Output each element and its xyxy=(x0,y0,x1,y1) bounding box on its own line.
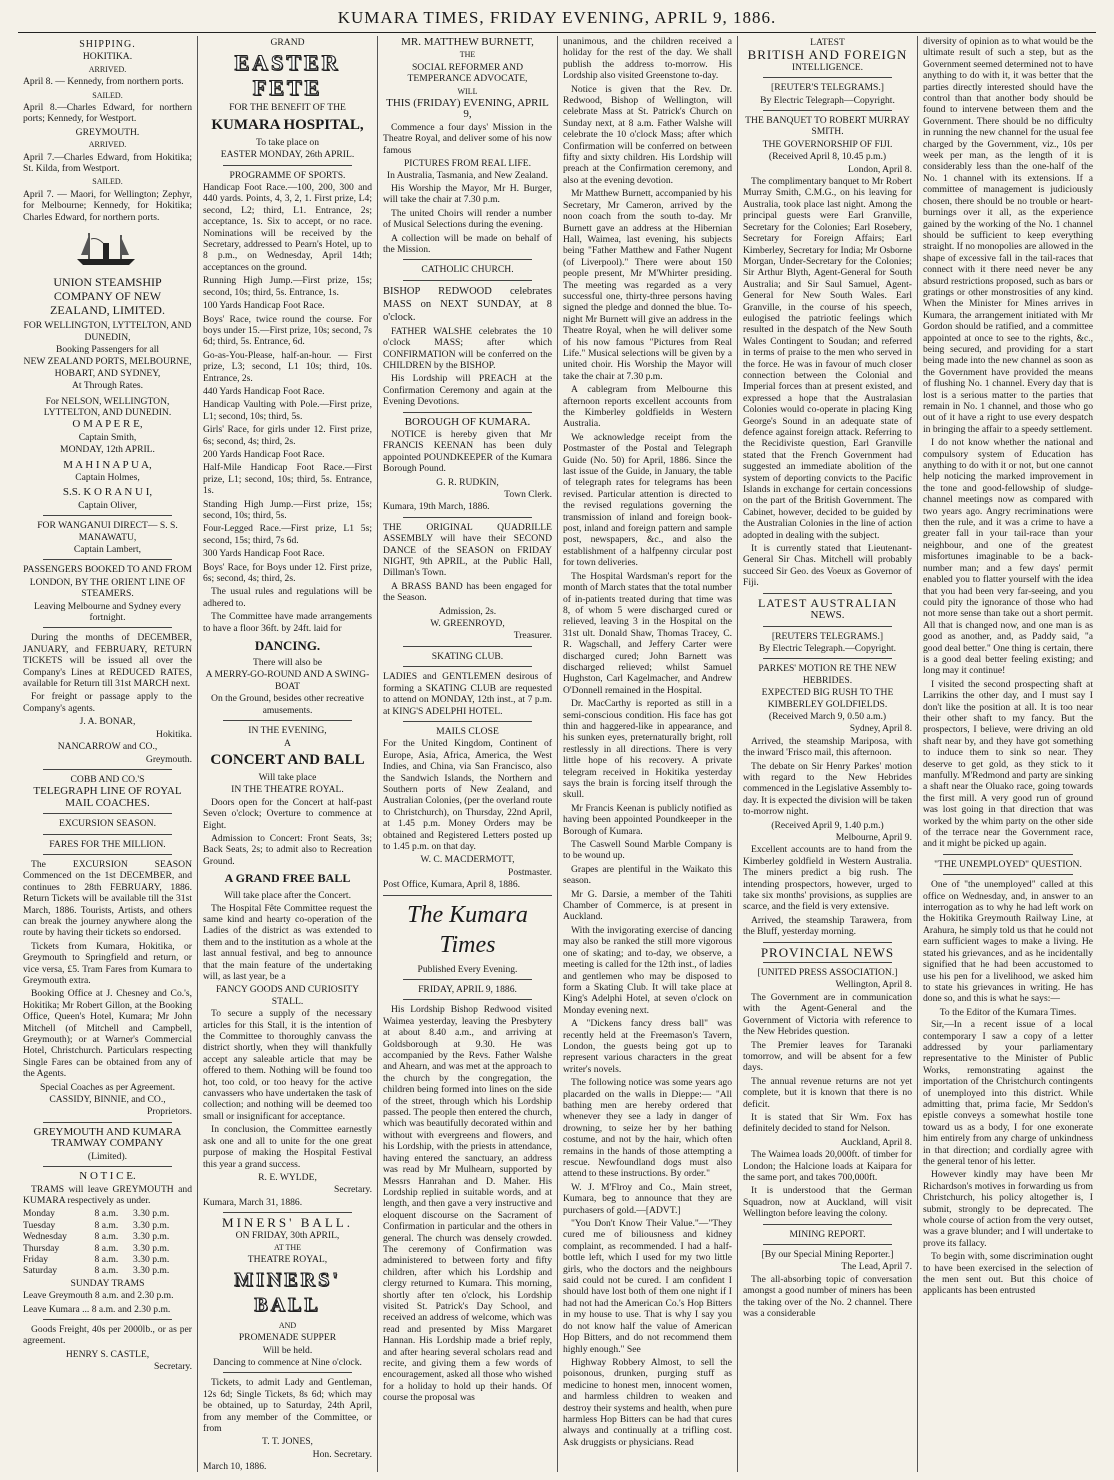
table-row: Thursday 8 a.m. 3.30 p.m. xyxy=(23,1242,170,1254)
mails-close: MAILS CLOSE xyxy=(436,725,499,737)
walshe-mass: FATHER WALSHE celebrates the 10 o'clock MASS; after which CONFIRMATION will be conferred on the CHILDREN by the BISHOP. xyxy=(383,325,552,371)
trams-intro: TRAMS will leave GREYMOUTH and KUMARA respectively as under. xyxy=(23,1183,192,1206)
paragraph: I visited the second prospecting shaft at Larrikins the other day, and I must say I don't like the position at all. It is too near their other shaft to my fancy. But the prospectors, I believe, were driving an old shaft near by, and they have got something to induce them to sink so near. They deserve to get gold, as they stick to it manfully. M'Redmond and party are sinking a shaft near the Oluako race, going towards the first mill. A very good run of ground was lost going in that direction that was worked by the whim party on the other side of the terrace near the Government race, and it might be picked up again. xyxy=(923,678,1093,850)
agent-bonar-place: Hokitika. xyxy=(156,728,192,740)
wanganui-direct: FOR WANGANUI DIRECT— S. S. MANAWATU, xyxy=(37,520,178,543)
notice-heading: N O T I C E. xyxy=(79,1170,136,1183)
post-office-date: Post Office, Kumara, April 8, 1886. xyxy=(383,879,521,891)
quadrille-admission: Admission, 2s. xyxy=(438,605,497,617)
wellington-text: The Premier leaves for Taranaki tomorrow, and will be absent for a few days. xyxy=(743,1039,912,1074)
jones-date: March 10, 1886. xyxy=(203,1461,267,1472)
divider xyxy=(403,721,532,722)
fiji-text: It is currently stated that Lieutenant-General Sir Chas. Mitchell will probably succeed Sir Geo. des Voeux as Governor of Fiji. xyxy=(743,543,912,589)
promenade-supper: PROMENADE SUPPER xyxy=(238,1332,337,1344)
sport-item: Handicap Foot Race.—100, 200, 300 and 440 yards. Points, 4, 3, 2, 1. First prize, L4; second, L2; third, L1. Entrance, 2s; acceptance, 1s. Six to accept, or no race. Nominations will be received by the Secretary, addressed to Pearn's Hotel, up to 8 p.m., on Wednesday, April 14th; acceptances on the ground. xyxy=(203,182,372,273)
miners-date: ON FRIDAY, 30th APRIL, xyxy=(235,1229,340,1241)
sailed-label: SAILED. xyxy=(92,90,123,100)
table-row: Friday 8 a.m. 3.30 p.m. xyxy=(23,1253,170,1265)
sport-item: 100 Yards Handicap Foot Race. xyxy=(203,300,325,312)
paragraph: To begin with, some discrimination ought to have been exercised in the selection of the men sent out. But this choice of applicants has been entrusted xyxy=(923,1251,1093,1297)
sport-item: Handicap Vaulting with Pole.—First prize, L1; second, 10s; third, 5s. xyxy=(203,399,372,422)
greymouth-arrivals: April 7.—Charles Edward, from Hokitika; St. Kilda, from Westport. xyxy=(23,151,192,175)
merry-go-round: A MERRY-GO-ROUND AND A SWING-BOAT xyxy=(205,669,370,692)
mining-text: The all-absorbing topic of conversation amongst a good number of miners has been the taking over of the No. 2 channel. There was a considerable xyxy=(743,1273,912,1320)
kumara-hospital: KUMARA HOSPITAL, xyxy=(211,116,364,133)
brass-band: A BRASS BAND has been engaged for the Season. xyxy=(383,580,552,604)
paragraph: Notice is given that the Rev. Dr. Redwood, Bishop of Wellington, will celebrate Mass at St. Patrick's Church on Sunday next, at 8 a.m. Father Walshe will celebrate the 10 o'clock Mass; after which Confirmation will be conferred on between fifty and sixty children. His Lordship will preach at the Confirmation ceremony, and also at the evening devotion. xyxy=(563,83,732,186)
poundkeeper-notice: NOTICE is hereby given that Mr FRANCIS KEENAN has been duly appointed POUNDKEEPER of the Kumara Borough Pound. xyxy=(383,428,552,475)
excursion-fares: Tickets from Kumara, Hokitika, or Greymouth to Springfield and return, or vice versa, £5. Tram Fares from Kumara to Greymouth extra. xyxy=(23,940,192,986)
sydney-dateline: Sydney, April 8. xyxy=(849,723,912,735)
tram-timetable xyxy=(23,1208,192,1276)
henry-castle: HENRY S. CASTLE, xyxy=(65,1348,150,1360)
divider xyxy=(43,627,172,628)
divider xyxy=(43,515,172,516)
sunday-trams: SUNDAY TRAMS xyxy=(70,1277,145,1289)
take-place: To take place on xyxy=(256,136,319,148)
town-clerk: Town Clerk. xyxy=(504,489,552,500)
castle-secretary: Secretary. xyxy=(154,1361,192,1373)
divider xyxy=(223,720,352,721)
port-hokitika: HOKITIKA. xyxy=(82,51,133,63)
unemployed-heading: "THE UNEMPLOYED" QUESTION. xyxy=(934,858,1082,870)
mining-report: MINING REPORT. xyxy=(789,1228,866,1240)
paragraph: The following notice was some years ago placarded on the walls in Dieppe:— "All bathing men are hereby ordered that whenever they see a lady in danger of drowning, to seize her by her bathing costume, and not by the hair, which often remains in the hands of those attempting a rescue. Newfoundland dogs must also attend to these instructions. By order." xyxy=(563,1077,732,1180)
column-2 xyxy=(198,36,378,1472)
london-dateline: London, April 8. xyxy=(848,163,912,175)
banquet-text: The complimentary banquet to Mr Robert Murray Smith, C.M.G., on his leaving for Australia, took place last night. Among the principal guests were Earl Granville, Secretary for the Colonies; Earl Rosebery, Secretary for Foreign Affairs; Earl Kimberley, Secretary for India; Mr Osborne Morgan, Under-Secretary for the Colonies; Sir Arthur Blyth, Agent-General for South Australia; and Sir Saul Samuel, Agent-General for New South Wales. Earl Granville, in the course of his speech, eulogised the patriotic feelings which resulted in the despatch of the New South Wales Contingent to Soudan; and referred in terms of praise to the men who served in the force. He was in favour of much closer connection between the Colonial and Imperial forces than at present existed, and expressed a hope that the Australasian Colonies would co-operate in placing King George's Sound in an adequate state of defence against foreign attack. Referring to the Recidiviste question, Earl Granville stated that the French Government had suggested an immediate abolition of the system of deporting convicts to the Pacific Islands in exchange for certain concessions on the part of the British Government. The Cabinet, however, decided to be guided by the Australian Colonies in the line of action adopted in dealing with the subject. xyxy=(743,176,912,541)
union-steamship-title: UNION STEAMSHIP COMPANY OF NEW ZEALAND, LIMITED. xyxy=(50,275,165,318)
postmaster: Postmaster. xyxy=(508,866,552,878)
divider xyxy=(43,769,172,770)
divider xyxy=(43,1166,172,1167)
port-greymouth: GREYMOUTH. xyxy=(75,126,140,138)
paragraph: A "Dickens fancy dress ball" was recently held at the Freemason's Tavern, London, the guests being got up to represent various characters in the great writer's novels. xyxy=(563,1018,732,1075)
a-label: A xyxy=(284,737,291,749)
electric-telegraph: By Electric Telegraph—Copyright. xyxy=(760,94,895,106)
electric-telegraph-2: By Electric Telegraph.—Copyright. xyxy=(758,642,897,654)
will-label: WILL xyxy=(457,86,478,96)
special-reporter: [By our Special Mining Reporter.] xyxy=(761,1249,894,1260)
miners-tickets: Tickets, to admit Lady and Gentleman, 12s 6d; Single Tickets, 8s 6d; which may be obtained, up to Saturday, 24th April, from any member of the Committee, or from xyxy=(203,1377,372,1434)
wylde-name: R. E. WYLDE, xyxy=(258,1171,317,1183)
paragraph: However kindly may have been Mr Richardson's motives in forwarding us from Christchurch, his policy altogether is, I submit, strongly to be deprecated. The whole course of action from the very outset, was a grave blunder; and I will undertake to prove its fallacy. xyxy=(923,1169,1093,1249)
theatre-royal-2: THEATRE ROYAL, xyxy=(247,1254,328,1266)
skating-text: LADIES and GENTLEMEN desirous of forming a SKATING CLUB are requested to attend on MONDAY, 12th inst., at 7 p.m. at KING'S ADELPHI HOTEL. xyxy=(383,671,552,717)
pictures-real-life: PICTURES FROM REAL LIFE. xyxy=(403,158,532,170)
sport-item: Half-Mile Handicap Foot Race.—First prize, L1; second, 10s; third, 5s. Entrance, 1s. xyxy=(203,462,372,497)
arrived-label: ARRIVED. xyxy=(88,64,127,74)
intelligence: INTELLIGENCE. xyxy=(791,61,864,73)
news-label: NEWS. xyxy=(810,609,845,622)
divider xyxy=(763,962,892,963)
captain-smith: Captain Smith, xyxy=(78,431,137,443)
paragraph: With the invigorating exercise of dancing may also be ranked the still more vigorous one of skating; and to-day, we observe, a meeting is called for the 12th inst., of ladies and gentlemen who may be disposed to form a Skating Club. It will take place at King's Adelphi Hotel, at seven o'clock on Monday evening next. xyxy=(563,924,732,1016)
steamship-icon xyxy=(73,229,143,269)
excursion-text: The EXCURSION SEASON Commenced on the 1st DECEMBER, and continues to 28th FEBRUARY, 1886. Return Tickets will be available till the 31st March, 1886. Tourists, Artists, and others can break the journey anywhere along the route by having their tickets so endorsed. xyxy=(23,858,192,939)
dancing-time: Dancing to commence at Nine o'clock. xyxy=(213,1356,362,1368)
quadrille-notice: THE ORIGINAL QUADRILLE ASSEMBLY will have their SECOND DANCE of the SEASON on FRIDAY NIGHT, 9th APRIL, at the Public Hall, Dillman's Town. xyxy=(383,521,552,579)
paragraph: One of "the unemployed" called at this office on Wednesday, and, in answer to an interrogation as to why he had left work on the Hokitika Greymouth Railway Line, at Arahura, he simply told us that he could not earn sufficient wages to make a living. He stated his grievances, and as he incidentally signified that he had been accustomed to use his pen for a livelihood, we asked him to state his grievances in writing. He has done so, and this is what he says:— xyxy=(923,879,1093,1005)
wellington-dateline: Wellington, April 8. xyxy=(835,979,912,991)
divider xyxy=(763,1224,892,1225)
british-foreign: BRITISH AND FOREIGN xyxy=(747,47,908,63)
in-australia: In Australia, Tasmania, and New Zealand. xyxy=(386,170,549,182)
jones-name: T. T. JONES, xyxy=(262,1436,313,1448)
also-be: There will also be xyxy=(253,657,322,669)
paragraph: I do not know whether the national and compulsory system of Education has anything to do with it or not, but one cannot help noticing the marked improvement in the tone and good-fellowship of sludge-channel meetings now as compared with two years ago. Angry recriminations were then the rule, and it was a crime to have a greater fall in your tail-race than your neighbour, and one of the greatest misfortunes imaginable to be a back-number man; and a few days' permit enabled you to flatter yourself with the idea that you had been very far-seeing, and you could pity the ignorance of those who had not more sense than take out a short permit. All that is changed now, and one man is as good as another, and, as Paddy said, "a good deal better." One thing is certain, there is a good deal better feeling existing; and long may it continue! xyxy=(923,437,1093,677)
divider xyxy=(763,942,892,943)
divider xyxy=(43,1319,172,1320)
column-4 xyxy=(558,36,738,1472)
upa-label: [UNITED PRESS ASSOCIATION.] xyxy=(757,967,898,979)
divider xyxy=(43,813,172,814)
bishop-mass: BISHOP REDWOOD celebrates MASS on NEXT SUNDAY, at 8 o'clock. xyxy=(383,285,552,323)
usc-line-3: NEW ZEALAND PORTS, MELBOURNE, HOBART, AND SYDNEY, xyxy=(23,356,192,379)
dancing-heading: DANCING. xyxy=(254,638,321,654)
divider xyxy=(943,854,1073,855)
orient-line: LONDON, BY THE ORIENT LINE OF STEAMERS. xyxy=(29,576,186,600)
provincial-news: PROVINCIAL NEWS xyxy=(760,944,895,960)
freight-note: For freight or passage apply to the Company's agents. xyxy=(23,691,192,714)
paragraph: The Hospital Wardsman's report for the month of March states that the total number of in-patients treated during that time was 8, of whom 5 were discharged cured or relieved, leaving 3 in the Hospital on the 31st ult. Donald Shaw, Thomas Tracey, C. R. Wagschall, and Jeffery Carter were discharged cured; John Barnett was discharged relieved; whilst Samuel Hughston, Carl Kagelmacher, and Andrew O'Donnell remained in the Hospital. xyxy=(563,570,732,696)
will-be-held: Will be held. xyxy=(262,1344,313,1356)
wylde-date: Kumara, March 31, 1886. xyxy=(203,1196,303,1208)
usc-line-5: For NELSON, WELLINGTON, LYTTELTON, AND DUNEDIN. xyxy=(43,395,172,418)
miners-ball-title: MINERS' BALL. xyxy=(222,1215,353,1231)
social-reformer: SOCIAL REFORMER AND TEMPERANCE ADVOCATE, xyxy=(407,61,528,85)
divider xyxy=(763,77,892,78)
divider xyxy=(403,999,532,1000)
sport-item: Go-as-You-Please, half-an-hour. — First prize, L3; second, L1 10s; third, 10s. Entrance, 2s. xyxy=(203,349,372,384)
bishop-visit-article: His Lordship Bishop Redwood visited Waimea yesterday, leaving the Presbytery at about 8.40 a.m., and arriving at Goldsborough at 9.30. He was accompanied by the Revs. Father Walshe and Ahearn, and was met at the approach to the church by the congregation, the children being formed into lines on the side of the street, through which his Lordship passed. The people then entered the church, which was beautifully decorated within and without with evergreens and flowers, and his Lordship, with the priests in attendance, having entered the sanctuary, an address was read by Mr Mulhearn, supported by Messrs Hanrahan and D. Maher. His Lordship replied in suitable words, and at length, and then gave a very instructive and eloquent discourse on the Sacrament of Confirmation in particular and the others in general. The church was densely crowded. The ceremony of Confirmation was administered to between forty and fifty children, after which his Lordship and clergy returned to Kumara. This morning, shortly after ten o'clock, his Lordship visited St. Patrick's Day School, and received an address of welcome, which was read and presented by Miss Margaret Hannan. His Lordship made a brief reply, and after hearing several scholars read and recite, and giving them a few words of encouragement, asked all those who wished for a holiday to hold up their hands. Of course the proposal was xyxy=(383,1004,552,1404)
sunday-kumara: Leave Kumara ... 8 a.m. and 2.30 p.m. xyxy=(23,1303,171,1315)
dance-floor: The Committee have made arrangements to have a floor 36ft. by 24ft. laid for xyxy=(203,611,372,634)
divider xyxy=(943,874,1073,875)
tramway-limited: (Limited). xyxy=(87,1150,128,1162)
rudkin-date: Kumara, 19th March, 1886. xyxy=(383,501,490,513)
in-evening: IN THE EVENING, xyxy=(248,725,327,737)
ship-koranui: S.S. K O R A N U I, xyxy=(62,486,153,499)
wylde-secretary: Secretary. xyxy=(334,1184,372,1196)
paragraph: W. J. M'Flroy and Co., Main street, Kumara, beg to announce that they are purchasers of gold.—[ADVT.] xyxy=(563,1181,732,1216)
sport-item: Four-Legged Race.—First prize, L1 5s; second, 15s; third, 7s 6d. xyxy=(203,523,372,546)
catholic-church: CATHOLIC CHURCH. xyxy=(421,264,514,276)
programme-heading: PROGRAMME OF SPORTS. xyxy=(229,169,346,181)
fortnightly: Leaving Melbourne and Sydney every fortnight. xyxy=(33,600,182,624)
omapere-date: MONDAY, 12th APRIL. xyxy=(60,444,155,456)
sailed-label: SAILED. xyxy=(92,177,123,187)
table-row: Saturday 8 a.m. 3.30 p.m. xyxy=(23,1265,170,1277)
columns xyxy=(18,36,1100,1472)
agent-nancarrow: NANCARROW and CO., xyxy=(57,741,158,753)
divider xyxy=(403,412,532,413)
macdermott-name: W. C. MACDERMOTT, xyxy=(420,854,515,866)
booking-offices: Booking Office at J. Chesney and Co.'s, Hokitika; Mr Robert Gillon, at the Booking Office, Queen's Hotel, Kumara; Mr John Mitchell (of Mitchell and Campbell, Greymouth); or at Warner's Commercial Hotel, Christchurch. Particulars respecting Single Fares can be obtained from any of the Agents. xyxy=(23,988,192,1080)
divider xyxy=(763,593,892,594)
issue-date: FRIDAY, APRIL 9, 1886. xyxy=(418,984,517,995)
burnett-title: MR. MATTHEW BURNETT, xyxy=(401,36,534,48)
sport-item: Running High Jump.—First prize, 15s; second, 10s; third, 5s. Entrance, 1s. xyxy=(203,275,372,298)
conclusion: In conclusion, the Committee earnestly ask one and all to unite for the one great purpose of making the Hospital Festival this year a grand success. xyxy=(203,1124,372,1170)
cobb-title: COBB AND CO.'S xyxy=(70,773,145,785)
sport-item: 200 Yards Handicap Foot Race. xyxy=(203,448,325,460)
passengers-booked: PASSENGERS BOOKED TO AND FROM xyxy=(23,564,192,576)
rudkin-name: G. R. RUDKIN, xyxy=(436,476,499,488)
borough-kumara: BOROUGH OF KUMARA. xyxy=(404,415,531,428)
excursion-season: EXCURSION SEASON. xyxy=(58,818,156,830)
arrived-label: ARRIVED. xyxy=(88,140,127,150)
concert-ball: CONCERT AND BALL xyxy=(210,751,365,768)
mayor-chair: His Worship the Mayor, Mr H. Burger, will take the chair at 7.30 p.m. xyxy=(383,182,552,206)
wellington-text: The annual revenue returns are not yet complete, but it is known that there is no deficit. xyxy=(743,1075,912,1110)
published-every-evening: Published Every Evening. xyxy=(417,963,518,975)
divider xyxy=(403,666,532,667)
sport-item: Standing High Jump.—First prize, 15s; second, 10s; third, 5s. xyxy=(203,498,372,521)
grand-label: GRAND xyxy=(270,37,305,48)
divider xyxy=(383,895,552,896)
tarawera-text: Arrived, the steamship Tarawera, from the Bluff, yesterday morning. xyxy=(743,914,912,938)
lead-dateline: The Lead, April 7. xyxy=(841,1261,912,1273)
easter-monday: EASTER MONDAY, 26th APRIL. xyxy=(220,149,355,161)
column-6 xyxy=(918,36,1098,1472)
reuters-label: [REUTER'S TELEGRAMS.] xyxy=(771,82,884,94)
will-take-place: Will take place xyxy=(258,771,317,783)
fete-committee: The Hospital Fête Committee request the same kind and hearty co-operation of the Ladies of the district as was extended to them and to the institution as a whole at the last annual festival, and beg to announce that the main feature of the undertaking will, as last year, be a xyxy=(203,902,372,982)
divider xyxy=(403,517,532,518)
wellington-text: It is stated that Sir Wm. Fox has definitely decided to stand for Nelson. xyxy=(743,1111,912,1135)
divider xyxy=(223,165,352,166)
banquet-heading: THE BANQUET TO ROBERT MURRAY SMITH. xyxy=(745,115,910,138)
concert-admission: Admission to Concert: Front Seats, 3s; Back Seats, 2s; to admit also to Recreation Ground. xyxy=(203,832,372,867)
table-row: Tuesday 8 a.m. 3.30 p.m. xyxy=(23,1219,170,1231)
sydney-text: Arrived, the steamship Mariposa, with the inward 'Frisco mail, this afternoon. xyxy=(743,735,912,759)
usc-line-2: Booking Passengers for all xyxy=(55,343,160,355)
treasurer: Treasurer. xyxy=(513,630,552,642)
divider xyxy=(403,646,532,647)
goods-freight: Goods Freight, 40s per 2000lb., or as per agreement. xyxy=(23,1323,192,1347)
sport-item: Boys' Race, twice round the course. For boys under 15.—First prize, 10s; second, 7s 6d; third, 5s. Entrance, 6d. xyxy=(203,313,372,348)
auckland-text: It is understood that the German Squadron, now at Auckland, will visit Wellington before leaving the colony. xyxy=(743,1185,912,1220)
melbourne-text: Excellent accounts are to hand from the Kimberley goldfield in Western Australia. The miners predict a big rush. The intending prospectors, however, urged to take six months' provisions, as supplies are scarce, and the field is very extensive. xyxy=(743,844,912,913)
ship-mahinapua: M A H I N A P U A, xyxy=(63,458,152,471)
the-label: THE xyxy=(459,50,476,60)
paragraph: diversity of opinion as to what would be the ultimate result of such a step, but as the Government seemed determined not to have anything to do with it, it was better that the parties directly interested should have the control than that another body should be found to intervene between them and the Government. There should be no difficulty in running the new channel for the usual fee charged by the Government, viz., 10s per week per man, as the length of it is considerably less than the one-half of the No. 1 channel with its extensions. If a committee of management is judiciously chosen, there should be no trouble or heart-burnings over it all, as the experience gained by the working of the No. 1 channel should be sufficient to keep everything straight. If no monopolies are allowed in the shape of excessive fall in the tail-races that connect with it there need never be any absurd restrictions proposed, such as bars or gratings or other monstrosities of any kind. When the Minister for Mines arrives in Kumara, the arrangement initiated with Mr Gordon should be ratified, and a committee appointed at once to see to the rights, &c., being secured, and providing for a start being made into the new channel as soon as the Government have provided the means of flushing No. 1 channel. Every day that is lost is a serious matter to the parties that remain in No. 1 channel, and those who go out of it have a right to use every despatch in bringing the affair to a speedy settlement. xyxy=(923,36,1093,435)
tramway-title: GREYMOUTH AND KUMARA TRAMWAY COMPANY xyxy=(33,1125,182,1150)
sunday-greymouth: Leave Greymouth 8 a.m. and 2.30 p.m. xyxy=(23,1290,174,1302)
choirs: The united Choirs will render a number of Musical Selections during the evening. xyxy=(383,207,552,231)
cassidy-binnie: CASSIDY, BINNIE, and CO., xyxy=(49,1094,166,1106)
paragraph: A cablegram from Melbourne this afternoon reports excellent accounts from the Kimberley goldfields in Western Australia. xyxy=(563,384,732,430)
shipping-heading: SHIPPING. xyxy=(79,39,136,50)
agent-bonar: J. A. BONAR, xyxy=(79,716,136,728)
fancy-goods: FANCY GOODS AND CURIOSITY STALL. xyxy=(215,984,360,1007)
theatre-royal: IN THE THEATRE ROYAL. xyxy=(231,784,344,796)
received-2: (Received March 9, 0.50 a.m.) xyxy=(768,710,887,722)
paragraph: Dr. MacCarthy is reported as still in a semi-conscious condition. His face has got thin and haggered-like in appearance, and his sunken eyes, preternaturally bright, roll restlessly in all directions. There is very little hope of his recovery. A private telegram received in Hokitika yesterday says the brain is forcing itself through the skull. xyxy=(563,698,732,801)
table-row: Monday 8 a.m. 3.30 p.m. xyxy=(23,1208,170,1220)
paragraph: The Caswell Sound Marble Company is to be wound up. xyxy=(563,839,732,862)
paragraph: Sir,—In a recent issue of a local contemporary I saw a copy of a letter addressed by your parliamentary representative to the Minister of Public Works, remonstrating against the importation of the Christchurch contingents of unemployed into this district. While admitting that, prima facie, Mr Seddon's epistle conveys a somewhat hostile tone toward us as a body, I for one exonerate him entirely from any charge of unkindness in that direction; and cordially agree with the general tenor of his letter. xyxy=(923,1019,1093,1167)
paragraph: Highway Robbery Almost, to sell the poisonous, drunken, purging stuff as medicine to honest men, innocent women, and harmless children to weaken and destroy their systems and health, when pure harmless Hop Bitters can be had that cures always and continually at a trifling cost. Ask druggists or physicians. Read xyxy=(563,1356,732,1448)
fares-million: FARES FOR THE MILLION. xyxy=(49,838,166,850)
greymouth-sailings: April 7. — Maori, for Wellington; Zephyr, for Melbourne; Kennedy, for Hokitika; Charles Edward, for northern ports. xyxy=(23,188,192,223)
divider xyxy=(403,280,532,281)
for-benefit: FOR THE BENEFIT OF THE xyxy=(229,102,346,114)
easter-fete-title: EASTER FETE xyxy=(234,50,341,101)
paragraph: Mr Matthew Burnett, accompanied by his Secretary, Mr Cameron, arrived by the noon coach from the south to-day. Mr Burnett gave an address at the Hibernian Hall, Waimea, last evening, his subjects being "Father Matthew and Father Nugent (of Liverpool)." There were about 150 people present, Mr M'Whirter presiding. The meeting was regarded as a very successful one, thirty-three persons having signed the pledge and donned the blue. To-night Mr Burnett will give an address in the Theatre Royal, when he will deliver some of his now famous "Pictures from Real Life." Musical selections will be given by a united choir. His Worship the Mayor will take the chair at 7.30 p.m. xyxy=(563,188,732,382)
this-friday: THIS (FRIDAY) EVENING, APRIL 9, xyxy=(386,97,549,121)
divider xyxy=(223,1372,352,1373)
debate-text: The debate on Sir Henry Parkes' motion with regard to the New Hebrides commenced in the Legislative Assembly to-day. It is expected the division will be taken to-morrow night. xyxy=(743,760,912,818)
sport-item: 440 Yards Handicap Foot Race. xyxy=(203,385,325,397)
reuters-label-2: [REUTERS TELEGRAMS.] xyxy=(771,630,884,642)
usc-line-4: At Through Rates. xyxy=(72,380,143,392)
latest-label: LATEST xyxy=(810,37,845,48)
usc-line-1: FOR WELLINGTON, LYTTELTON, AND DUNEDIN, xyxy=(23,320,192,343)
kumara-times-nameplate: The Kumara Times xyxy=(407,901,528,958)
table-row: Wednesday 8 a.m. 3.30 p.m. xyxy=(23,1231,170,1243)
captain-holmes: Captain Holmes, xyxy=(75,471,140,483)
mails-text: For the United Kingdom, Continent of Europe, Asia, Africa, America, the West Indies, and China, via San Francisco, also the Sandwich Islands, the Northern and Southern ports of New Zealand, and Australian Colonies, (per the overland route to Christchurch), on Thursday, 22nd April, at 1.45 p.m. Money Orders may be obtained and Registered Letters posted up to 1.45 p.m. on that day. xyxy=(383,738,552,852)
skating-club: SKATING CLUB. xyxy=(431,650,504,662)
ship-omapere: O M A P E R E, xyxy=(72,418,143,431)
miners-ball-big: MINERS' BALL xyxy=(234,1268,341,1316)
divider xyxy=(43,854,172,855)
at-the: AT THE xyxy=(273,1242,302,1252)
column-1 xyxy=(18,36,198,1472)
to-editor: To the Editor of the Kumara Times. xyxy=(939,1006,1077,1018)
paragraph: We acknowledge receipt from the Postmaster of the Postal and Telegraph Guide (No. 50) for April, 1886. Since the last issue of the Guide, in January, the table of telegraph rates for telegrams has been revised. Particular attention is directed to the revised regulations governing the transmission of inland and foreign book-post, inland and foreign pattern and sample post, newspapers, &c., and also the establishment of a halfpenny circular post for town deliveries. xyxy=(563,431,732,569)
usual-rules: The usual rules and regulations will be adhered to. xyxy=(203,586,372,609)
divider xyxy=(763,658,892,659)
divider xyxy=(763,1244,892,1245)
divider xyxy=(223,1212,352,1213)
hokitika-arrivals: April 8. — Kennedy, from northern ports. xyxy=(23,76,184,88)
sport-item: 300 Yards Handicap Foot Race. xyxy=(203,548,325,560)
melbourne-dateline: Melbourne, April 9. xyxy=(835,832,912,843)
paragraph: Grapes are plentiful in the Waikato this season. xyxy=(563,863,732,887)
divider xyxy=(403,259,532,260)
auckland-dateline: Auckland, April 8. xyxy=(840,1136,912,1148)
rush-heading: EXPECTED BIG RUSH TO THE KIMBERLEY GOLDFIELDS. xyxy=(761,687,894,710)
received-1: (Received April 8, 10.45 p.m.) xyxy=(768,151,887,163)
divider xyxy=(763,626,892,627)
received-3: (Received April 9, 1.40 p.m.) xyxy=(771,819,884,831)
grand-free-ball: A GRAND FREE BALL xyxy=(224,871,351,886)
return-tickets: During the months of DECEMBER, JANUARY, and FEBRUARY, RETURN TICKETS will be issued all over the Company's Lines at REDUCED RATES, available for Return till 31st MARCH next. xyxy=(23,632,192,690)
divider xyxy=(43,834,172,835)
paragraph: Mr G. Darsie, a member of the Tahiti Chamber of Commerce, is at present in Auckland. xyxy=(563,888,732,923)
mission-text: Commence a four days' Mission in the Theatre Royal, and deliver some of his now famous xyxy=(383,121,552,156)
sport-item: Girls' Race, for girls under 12. First prize, 6s; second, 4s; third, 2s. xyxy=(203,424,372,447)
after-concert: Will take place after the Concert. xyxy=(224,890,351,902)
greenroyd-name: W. GREENROYD, xyxy=(430,618,505,630)
fancy-text: To secure a supply of the necessary articles for this Stall, it is the intention of the Committee to thoroughly canvass the district shortly, when they will thankfully accept any saleable article that may be offered to them. Nothing will be found too hot, too cold, or too heavy for the active canvassers who have undertaken the task of collection; and nothing will be deemed too small or insignificant for acceptance. xyxy=(203,1008,372,1122)
sport-item: Boys' Race, for Boys under 12. First prize, 6s; second, 4s; third, 2s. xyxy=(203,561,372,585)
special-coaches: Special Coaches as per Agreement. xyxy=(39,1081,176,1093)
column-3 xyxy=(378,36,558,1472)
latest-australian: LATEST AUSTRALIAN xyxy=(757,595,898,610)
captain-lambert: Captain Lambert, xyxy=(73,544,142,555)
paragraph: unanimous, and the children received a holiday for the rest of the day. We shall publish the address to-morrow. His Lordship also visited Greenstone to-day. xyxy=(563,36,732,82)
on-ground: On the Ground, besides other recreative amusements. xyxy=(211,693,364,716)
wellington-text: The Government are in communication with the Agent-General and the Government of Victoria with reference to the New Hebrides question. xyxy=(743,991,912,1038)
divider xyxy=(43,1122,172,1123)
auckland-text: The Waimea loads 20,000ft. of timber for London; the Halcione loads at Kaipara for the same port, and takes 700,000ft. xyxy=(743,1149,912,1183)
jones-secretary: Hon. Secretary. xyxy=(312,1448,372,1460)
captain-oliver: Captain Oliver, xyxy=(78,499,137,511)
and-label: AND xyxy=(278,1320,297,1330)
column-5 xyxy=(738,36,918,1472)
parkes-heading: PARKES' MOTION RE THE NEW HEBRIDES. xyxy=(758,663,897,686)
divider xyxy=(43,559,172,560)
lordship-preach: His Lordship will PREACH at the Confirmation Ceremony and again at the Evening Devotions. xyxy=(383,373,552,408)
fiji-heading: THE GOVERNORSHIP OF FIJI. xyxy=(762,138,893,150)
proprietors: Proprietors. xyxy=(146,1106,192,1118)
collection: A collection will be made on behalf of the Mission. xyxy=(383,232,552,255)
hokitika-sailings: April 8.—Charles Edward, for northern ports; Kennedy, for Westport. xyxy=(23,102,192,125)
divider xyxy=(763,110,892,111)
masthead: KUMARA TIMES, FRIDAY EVENING, APRIL 9, 1886. xyxy=(18,6,1096,33)
paragraph: Mr Francis Keenan is publicly notified as having been appointed Poundkeeper in the Borough of Kumara. xyxy=(563,802,732,837)
paragraph: "You Don't Know Their Value."—"They cured me of biliousness and kidney complaint, as recommended. I had a half-bottle left, which I used for my two little girls, who the doctors and the neighbours said could not be cured. I am confident I should have lost both of them one night if I had not had the American Co.'s Hop Bitters in my house to use. That is why I say you do not know half the value of American Hop Bitters, and do not recommend them highly enough." See xyxy=(563,1218,732,1355)
divider xyxy=(403,979,532,980)
doors-open: Doors open for the Concert at half-past Seven o'clock; Overture to commence at Eight. xyxy=(203,796,372,831)
agent-nancarrow-place: Greymouth. xyxy=(145,753,192,765)
cobb-telegraph-line: TELEGRAPH LINE OF ROYAL MAIL COACHES. xyxy=(33,785,182,809)
